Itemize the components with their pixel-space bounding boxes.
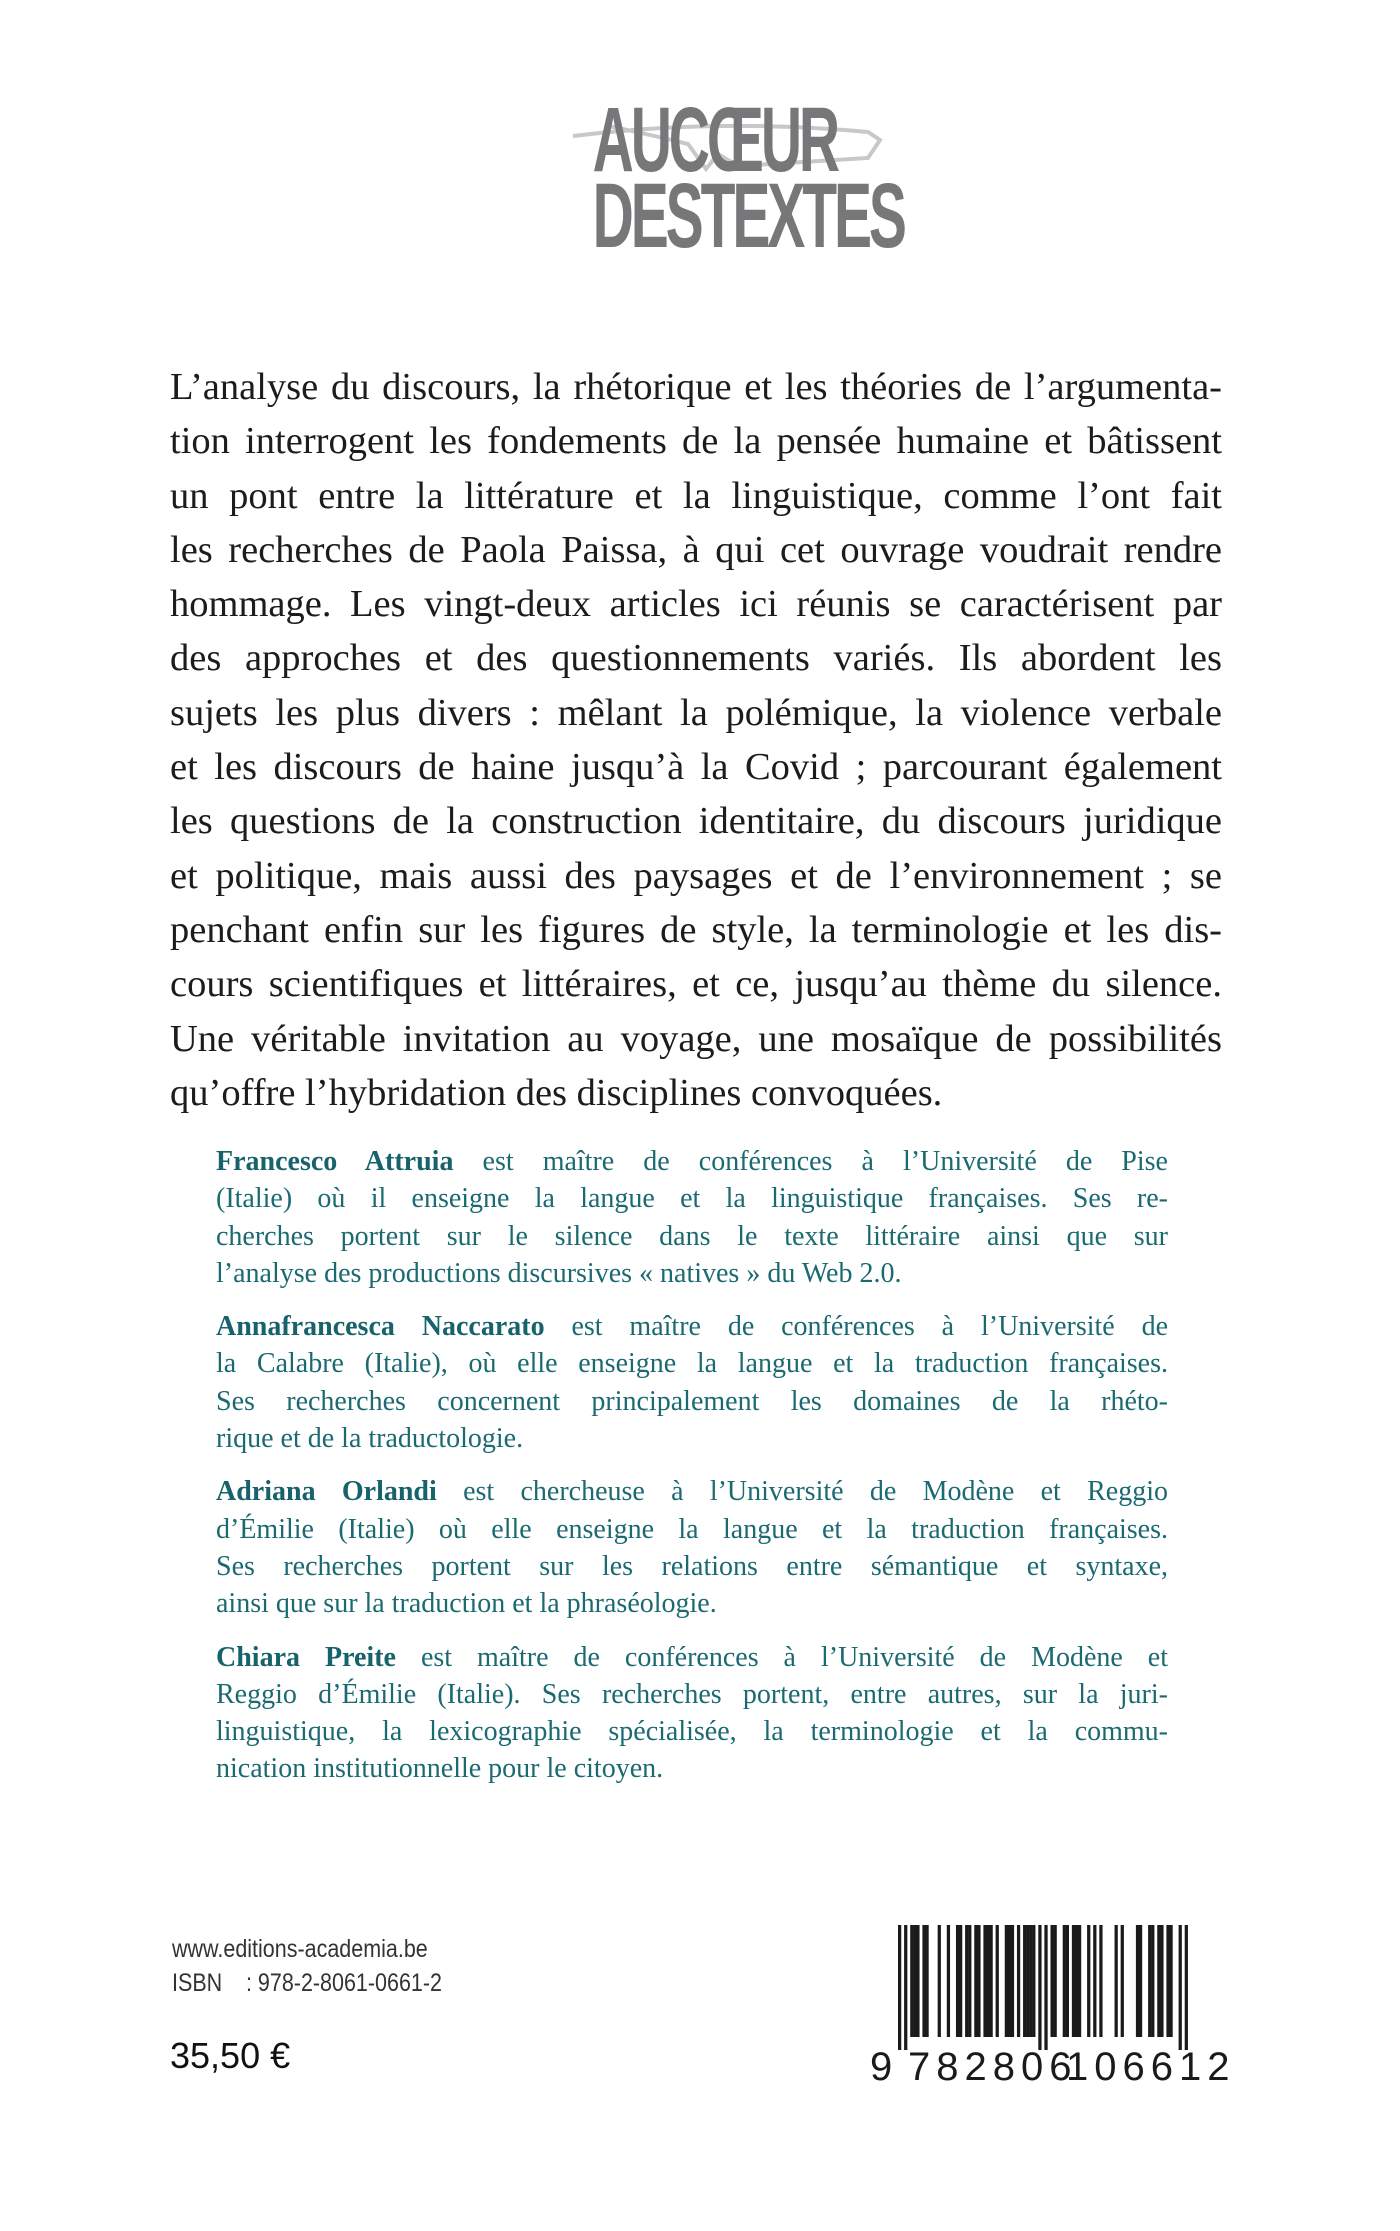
ean13-barcode-icon xyxy=(870,1925,1250,2089)
barcode-bars xyxy=(870,1925,1250,2050)
barcode-bar xyxy=(1136,1925,1139,2037)
blurb-line: qu’offre l’hybridation des disciplines convoquées. xyxy=(170,1071,943,1114)
back-cover-blurb xyxy=(170,360,1222,1120)
blurb-line: penchant enfin sur les figures de style, la terminologie et les dis- xyxy=(170,908,1222,951)
barcode-bar xyxy=(956,1925,959,2037)
price: 35,50 € xyxy=(170,2035,291,2076)
barcode-bar xyxy=(1093,1925,1096,2037)
barcode-bar xyxy=(1078,1925,1081,2037)
barcode-bar xyxy=(913,1925,916,2037)
bio-line: ainsi que sur la traduction et la phraséologie. xyxy=(216,1588,717,1620)
barcode-bar xyxy=(1051,1925,1054,2037)
barcode-bar xyxy=(1011,1925,1014,2037)
barcode-bar xyxy=(977,1925,980,2037)
blurb-line: L’analyse du discours, la rhétorique et les théories de l’argumenta- xyxy=(170,366,1222,408)
barcode-bar xyxy=(1072,1925,1075,2037)
barcode-bar xyxy=(1032,1925,1035,2037)
bio-line: d’Émilie (Italie) où elle enseigne la langue et la traduction françaises. xyxy=(216,1513,1168,1545)
blurb-line: et politique, mais aussi des paysages et de l’environnement ; se xyxy=(170,854,1222,897)
barcode-bar xyxy=(938,1925,941,2037)
barcode-bar xyxy=(996,1925,999,2037)
barcode-bar xyxy=(1160,1925,1163,2037)
barcode-bar xyxy=(1063,1925,1066,2037)
logo-line-1: AUCŒUR xyxy=(592,89,838,191)
author-name: Adriana Orlandi xyxy=(216,1476,437,1508)
barcode-bar xyxy=(1115,1925,1118,2037)
barcode-bar xyxy=(1148,1925,1151,2037)
barcode-bar xyxy=(1054,1925,1057,2037)
barcode-bar xyxy=(1139,1925,1142,2037)
barcode-bar xyxy=(974,1925,977,2037)
bio-line: linguistique, la lexicographie spécialisée, la terminologie et la commu- xyxy=(216,1716,1168,1748)
bio-line: la Calabre (Italie), où elle enseigne la langue et la traduction françaises. xyxy=(216,1348,1168,1380)
logo-line-2: DESTEXTES xyxy=(592,165,904,267)
bio-text: est chercheuse à l’Université de Modène et Reggio xyxy=(436,1476,1168,1508)
barcode-bar xyxy=(1166,1925,1169,2037)
author-bio xyxy=(216,1308,1168,1457)
barcode-bar xyxy=(986,1925,989,2037)
blurb-line: Une véritable invitation au voyage, une mosaïque de possibilités xyxy=(170,1017,1222,1060)
isbn-value: : 978-2-8061-0661-2 xyxy=(245,1969,442,1997)
bio-line: rique et de la traductologie. xyxy=(216,1423,524,1455)
barcode-bar xyxy=(925,1925,928,2037)
blurb-line: les questions de la construction identitaire, du discours juridique xyxy=(170,800,1222,843)
barcode-bar xyxy=(968,1925,971,2037)
barcode-bar xyxy=(1099,1925,1102,2037)
barcode-bar xyxy=(1029,1925,1032,2037)
isbn-label: ISBN xyxy=(172,1969,223,1997)
publisher-info xyxy=(172,1932,486,2000)
bio-line: Ses recherches portent sur les relations entre sémantique et syntaxe, xyxy=(216,1550,1168,1582)
barcode-bar xyxy=(904,1925,907,2050)
barcode-bar xyxy=(1185,1925,1188,2050)
barcode-bar xyxy=(1017,1925,1020,2037)
bio-line: Reggio d’Émilie (Italie). Ses recherches portent, entre autres, sur la juri- xyxy=(216,1678,1168,1710)
barcode-bar xyxy=(990,1925,993,2037)
barcode-bar xyxy=(922,1925,925,2037)
series-logo xyxy=(528,89,904,267)
publisher-website-link[interactable]: www.editions-academia.be xyxy=(172,1935,428,1963)
blurb-line: cours scientifiques et littéraires, et ce, jusqu’au thème du silence. xyxy=(170,963,1222,1006)
bio-line: nication institutionnelle pour le citoyen. xyxy=(216,1753,664,1785)
barcode-bar xyxy=(1179,1925,1182,2050)
blurb-line: et les discours de haine jusqu’à la Covid ; parcourant également xyxy=(170,746,1222,789)
barcode-bar xyxy=(916,1925,919,2037)
isbn xyxy=(172,1966,442,2000)
author-name: Francesco Attruia xyxy=(216,1146,454,1177)
bio-line: l’analyse des productions discursives « natives » du Web 2.0. xyxy=(216,1257,902,1289)
author-bio xyxy=(216,1143,1168,1292)
barcode-bar xyxy=(1121,1925,1124,2037)
bio-line: Ses recherches concernent principalement les domaines de la rhéto- xyxy=(216,1385,1168,1417)
barcode-bar xyxy=(959,1925,962,2037)
bio-line xyxy=(216,1639,1168,1676)
bio-line xyxy=(216,1308,1168,1345)
bio-text: est maître de conférences à l’Université de Modène et xyxy=(395,1641,1169,1673)
barcode-bar xyxy=(965,1925,968,2037)
bio-text: est maître de conférences à l’Université de Pise xyxy=(453,1146,1168,1177)
barcode-bar xyxy=(898,1925,901,2050)
author-bios xyxy=(216,1143,1168,1804)
blurb-line: des approches et des questionnements variés. Ils abordent les xyxy=(170,637,1222,680)
barcode-bar xyxy=(1044,1925,1047,2050)
barcode-bar xyxy=(947,1925,950,2037)
barcode-bar xyxy=(1008,1925,1011,2037)
blurb-line: les recherches de Paola Paissa, à qui cet ouvrage voudrait rendre xyxy=(170,528,1222,571)
blurb-line: hommage. Les vingt-deux articles ici réunis se caractérisent par xyxy=(170,583,1222,626)
barcode-bar xyxy=(1026,1925,1029,2037)
barcode-digits xyxy=(870,2045,1250,2089)
author-name: Annafrancesca Naccarato xyxy=(216,1311,545,1343)
author-bio xyxy=(216,1639,1168,1788)
barcode-bar xyxy=(910,1925,913,2037)
blurb-line: sujets les plus divers : mêlant la polémique, la violence verbale xyxy=(170,691,1222,734)
bio-line xyxy=(216,1473,1168,1510)
author-bio xyxy=(216,1473,1168,1622)
barcode-bar xyxy=(1005,1925,1008,2037)
barcode-left-digits: 782806 xyxy=(908,2045,1078,2089)
barcode-bar xyxy=(1087,1925,1090,2037)
barcode-bar xyxy=(1075,1925,1078,2037)
bio-line: (Italie) où il enseigne la langue et la linguistique françaises. Ses re- xyxy=(216,1183,1168,1215)
barcode-bar xyxy=(1038,1925,1041,2050)
barcode-bar xyxy=(1169,1925,1172,2037)
bio-line: cherches portent sur le silence dans le texte littéraire ainsi que sur xyxy=(216,1220,1168,1252)
author-name: Chiara Preite xyxy=(216,1641,396,1673)
blurb-line: un pont entre la littérature et la linguistique, comme l’ont fait xyxy=(170,474,1222,517)
barcode-bar xyxy=(1157,1925,1160,2037)
bio-text: est maître de conférences à l’Université de xyxy=(544,1311,1169,1343)
barcode-bar xyxy=(983,1925,986,2037)
barcode-first-digit: 9 xyxy=(870,2045,899,2089)
bio-line xyxy=(216,1143,1168,1180)
barcode-right-digits: 106612 xyxy=(1066,2045,1236,2089)
barcode-bar xyxy=(1023,1925,1026,2037)
barcode-bar xyxy=(1066,1925,1069,2037)
barcode-bar xyxy=(1151,1925,1154,2037)
blurb-line: tion interrogent les fondements de la pensée humaine et bâtissent xyxy=(170,420,1222,463)
